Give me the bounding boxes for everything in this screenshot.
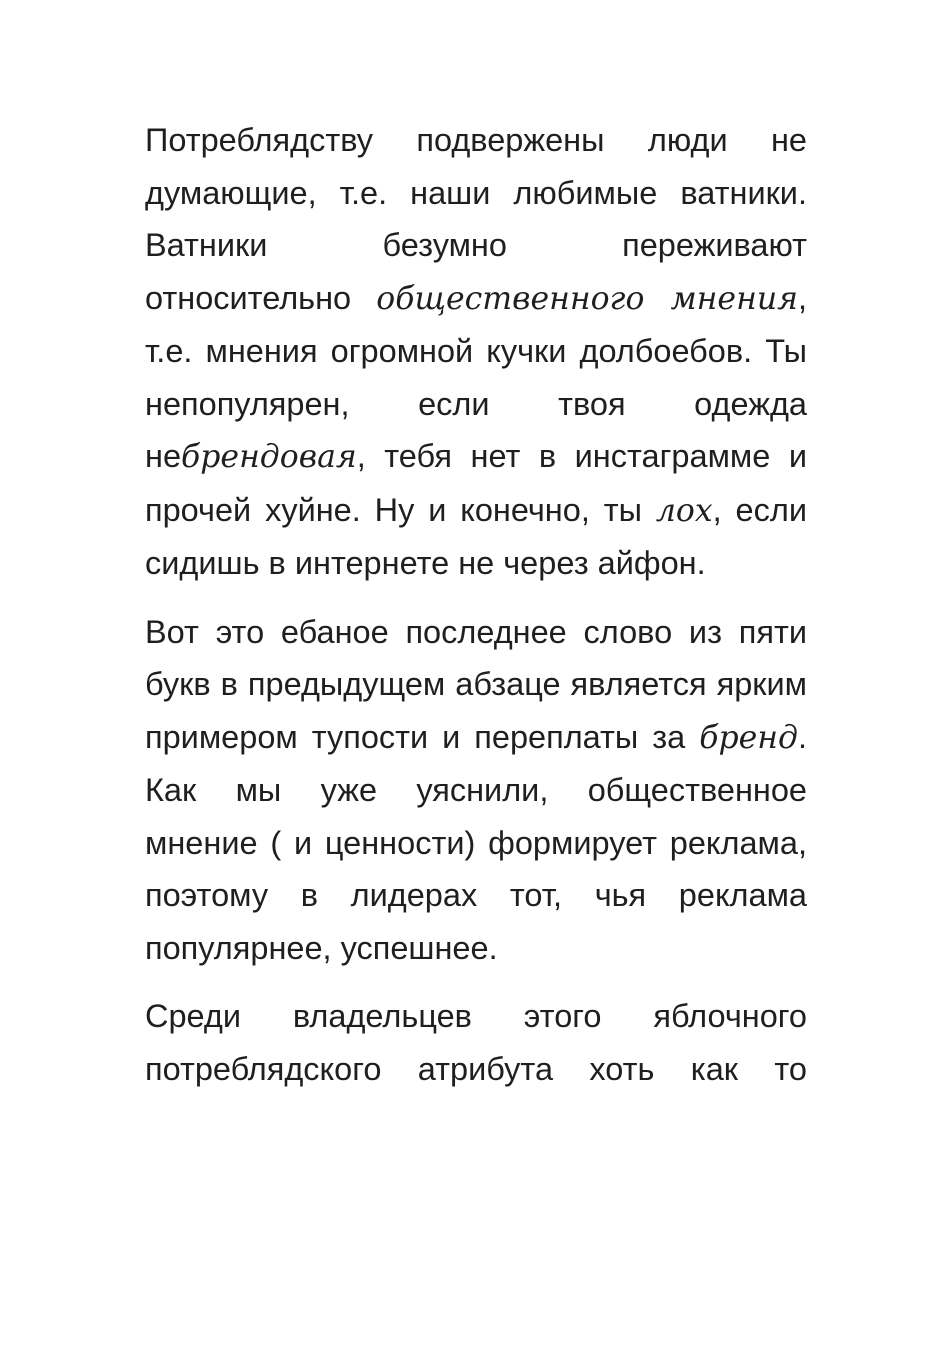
paragraph-2 — [145, 606, 807, 975]
document-page — [145, 114, 807, 1111]
paragraph-3 — [145, 990, 807, 1095]
italic-segment: бренд — [699, 719, 798, 756]
text-segment: Вот это ебаное последнее слово из пяти букв в предыдущем абзаце является ярким примером тупости и переплаты за — [145, 613, 807, 755]
italic-segment: брендовая — [181, 439, 357, 475]
italic-segment: общественного мнения — [376, 280, 798, 317]
text-segment: , т.е. мнения огромной кучки долбоебов. Ты непопулярен, если твоя одежда не — [145, 279, 807, 474]
text-segment: Среди владельцев этого яблочного потреблядского атрибута хоть как то — [145, 998, 807, 1087]
paragraph-1 — [145, 114, 807, 590]
italic-segment: лох — [655, 492, 713, 529]
text-segment: Потреблядству подвержены люди не думающие, т.е. наши любимые ватники. Ватники безумно переживают относительно — [145, 122, 807, 316]
text-segment: , тебя нет в инстаграмме и прочей хуйне. Ну и конечно, ты — [145, 438, 807, 528]
text-segment: , если сидишь в интернете не через айфон. — [145, 491, 807, 581]
text-segment: . Как мы уже уяснили, общественное мнение ( и ценности) формирует реклама, поэтому в лидерах тот, чья реклама популярнее, успешнее. — [145, 718, 807, 966]
